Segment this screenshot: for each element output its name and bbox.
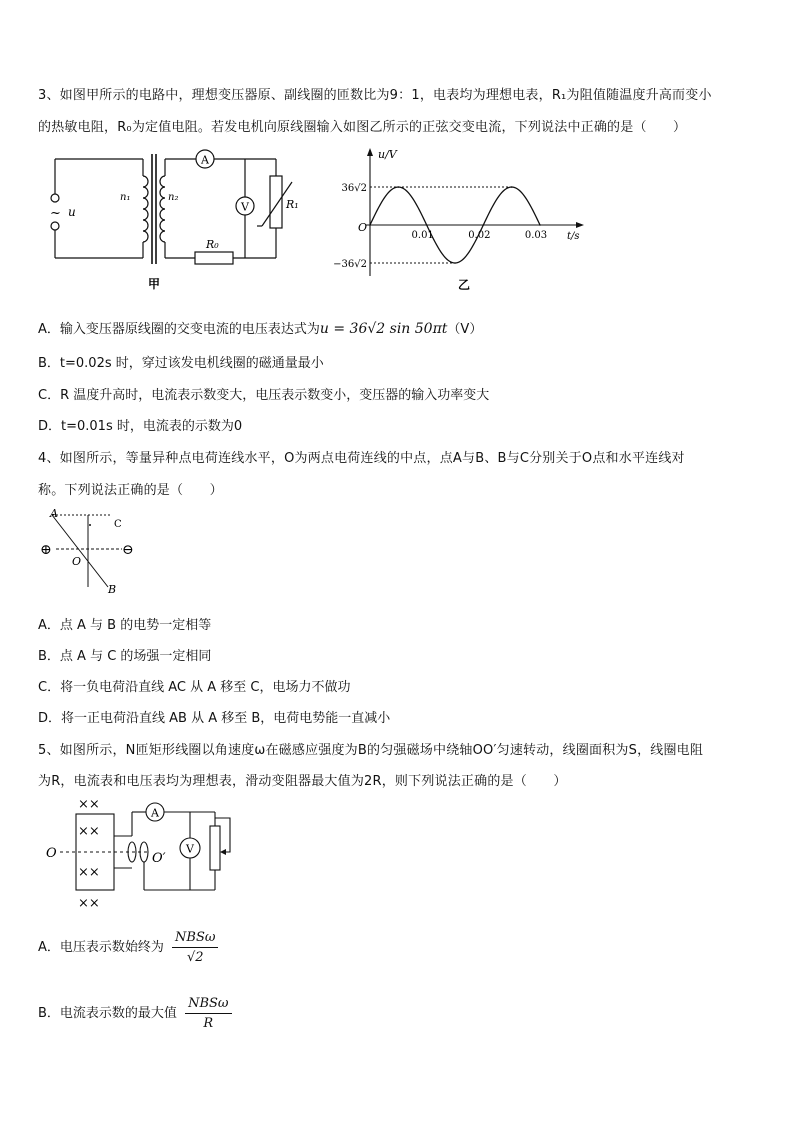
r0-label: R₀ [206,238,219,251]
q5-option-b-denominator: R [203,1016,214,1031]
ammeter-label: A [151,806,159,820]
q4-option-a: A．点 A 与 B 的电势一定相等 [38,618,212,633]
q3-option-a-formula: u = 36√2 sin 50πt [319,321,448,337]
point-o-label: O [72,555,82,568]
q4-option-b: B．点 A 与 C 的场强一定相同 [38,649,212,664]
field-cross-row-1: ×× [78,797,100,812]
data-point [398,186,400,188]
data-point [454,262,456,264]
y-tick-top-label: 36√2 [341,183,367,194]
x-tick-label: 0.02 [468,230,491,241]
q5-option-a [38,930,218,965]
data-point [511,186,513,188]
q4-option-d: D．将一正电荷沿直线 AB 从 A 移至 B，电荷电势能一直减小 [38,711,391,726]
q3-option-a-unit: （V） [447,322,483,337]
chart-origin-label: O [358,221,368,234]
voltmeter-label: V [186,842,194,856]
data-point [539,224,541,226]
n2-label: n₂ [168,192,179,203]
q3-stem-line1: 3、如图甲所示的电路中，理想变压器原、副线圈的匝数比为9：1，电表均为理想电表，R₁为阻值随温度升高而变小 [38,88,712,103]
q5-option-a-text: A．电压表示数始终为 [38,940,164,955]
q5-option-b-fraction [185,996,231,1031]
q4-stem-line1: 4、如图所示，等量异种点电荷连线水平，O为两点电荷连线的中点，点A与B、B与C分别关于O点和水平连线对 [38,451,685,466]
field-cross-row-3: ×× [78,865,100,880]
figure-yi-caption: 乙 [458,278,471,292]
positive-charge-icon: ⊕ [40,542,52,558]
q5-stem-line2: 为R，电流表和电压表均为理想表，滑动变阻器最大值为2R，则下列说法正确的是（ ） [38,774,567,789]
q3-option-a-text: A．输入变压器原线圈的交变电流的电压表达式为 [38,322,320,337]
q4-option-c: C．将一负电荷沿直线 AC 从 A 移至 C，电场力不做功 [38,680,351,695]
q5-generator-figure [40,796,250,912]
y-axis-arrow [367,148,373,156]
axis-o-label: O [46,846,57,861]
y-axis-label: u/V [378,148,397,161]
q5-option-b [38,996,232,1031]
q3-option-d: D．t=0.01s 时，电流表的示数为0 [38,419,243,434]
q5-option-a-denominator: √2 [186,950,204,965]
q3-option-a [38,318,482,337]
x-axis-label: t/s [567,231,580,242]
q3-stem-line2: 的热敏电阻，R₀为定值电阻。若发电机向原线圈输入如图乙所示的正弦交变电流，下列说法中正确的是（ ） [38,120,687,135]
data-point [369,224,371,226]
x-axis-arrow [576,222,584,228]
point-b-label: B [108,583,117,596]
r1-label: R₁ [286,198,299,211]
q5-option-b-text: B．电流表示数的最大值 [38,1006,177,1021]
ammeter-label: A [201,153,209,167]
source-u-label: u [68,205,76,219]
ac-source-tilde: ~ [50,206,61,221]
x-tick-label: 0.03 [524,230,548,241]
voltmeter-label: V [241,200,249,214]
q4-charge-figure [38,505,148,597]
q3-circuit-figure [40,146,320,296]
negative-charge-icon: ⊖ [122,542,134,558]
q3-option-b: B．t=0.02s 时，穿过该发电机线圈的磁通量最小 [38,356,324,371]
n1-label: n₁ [120,192,131,203]
axis-o-prime-label: O′ [152,851,166,866]
point-c-label: C [114,519,122,530]
field-cross-row-4: ×× [78,896,100,911]
q3-option-c: C．R 温度升高时，电流表示数变大，电压表示数变小，变压器的输入功率变大 [38,388,490,403]
q5-stem-line1: 5、如图所示，N匝矩形线圈以角速度ω在磁感应强度为B的匀强磁场中绕轴OO′匀速转动，线圈面积为S，线圈电阻 [38,743,704,758]
y-tick-bottom-label: −36√2 [333,259,367,270]
point-a-label: A [50,507,58,520]
x-tick-label: 0.01 [411,230,434,241]
q5-option-a-fraction [172,930,218,965]
q4-stem-line2: 称。下列说法正确的是（ ） [38,483,223,498]
data-point [483,224,485,226]
figure-jia-caption: 甲 [148,277,161,291]
data-point [426,224,428,226]
q5-option-b-numerator: NBSω [185,996,231,1014]
q3-voltage-chart [330,146,590,296]
field-cross-row-2: ×× [78,824,100,839]
q5-option-a-numerator: NBSω [172,930,218,948]
